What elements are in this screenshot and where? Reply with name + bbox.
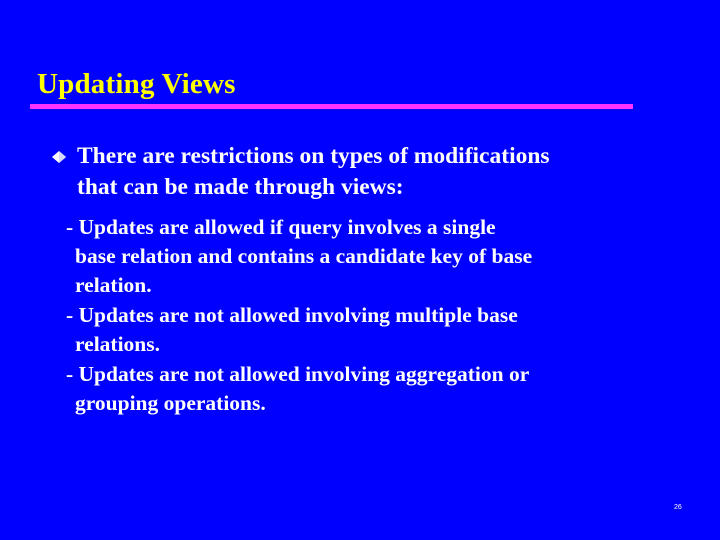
sub-item	[66, 360, 686, 418]
sub-item-line: - Updates are not allowed involving aggregation or	[66, 362, 530, 386]
sub-item-line: relations.	[75, 332, 161, 356]
sub-item	[66, 213, 686, 300]
sub-item	[66, 301, 686, 359]
sub-list	[66, 213, 686, 418]
main-bullet-line: that can be made through views:	[77, 174, 404, 200]
sub-item-line: base relation and contains a candidate key of base	[75, 244, 533, 268]
sub-item-line: - Updates are allowed if query involves a single	[66, 215, 496, 239]
page-number: 26	[674, 504, 682, 511]
slide-title: Updating Views	[37, 68, 236, 100]
sub-item-line: - Updates are not allowed involving multiple base	[66, 303, 518, 327]
main-bullet-line: There are restrictions on types of modifications	[77, 143, 550, 169]
main-bullet	[77, 141, 677, 203]
title-underline	[30, 104, 633, 109]
sub-item-line: relation.	[75, 273, 152, 297]
sub-item-line: grouping operations.	[75, 391, 266, 415]
diamond-bullet-icon	[52, 151, 66, 163]
